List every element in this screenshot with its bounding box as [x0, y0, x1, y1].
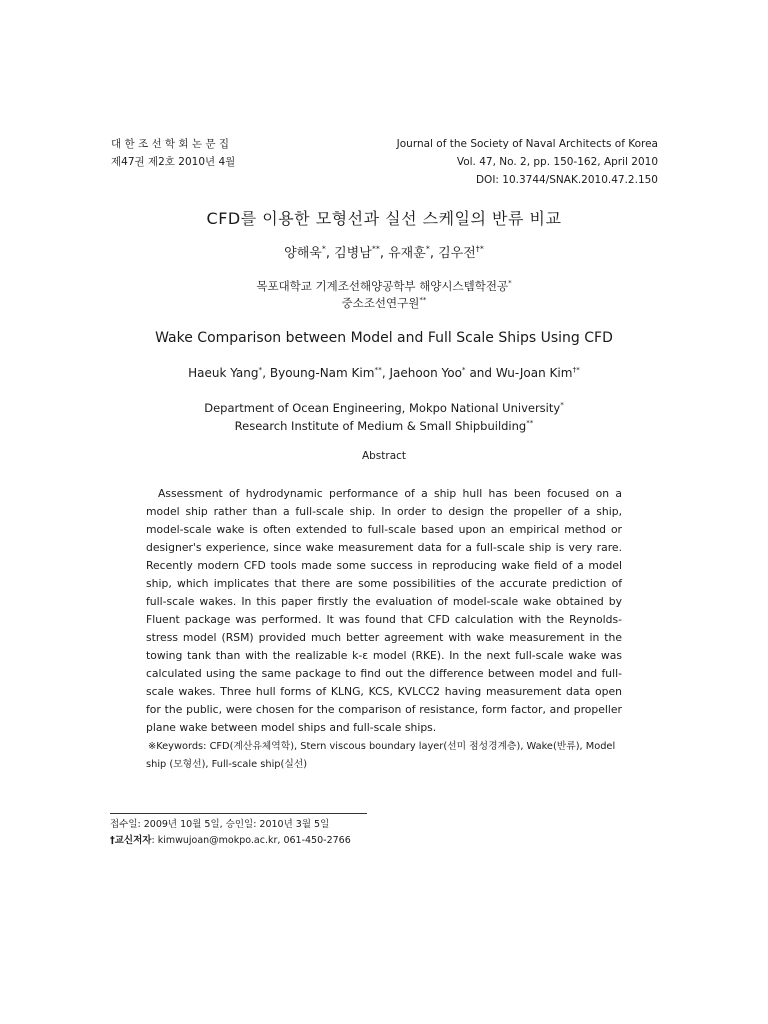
author-mark: †* [572, 365, 580, 374]
author-list-korean: 양해욱*, 김병남**, 유재훈*, 김우전†* [284, 244, 484, 261]
author-mark: ** [374, 365, 382, 374]
author-name: Haeuk Yang [188, 366, 259, 380]
affiliation-line: Department of Ocean Engineering, Mokpo National University* [204, 400, 564, 415]
author-mark: †* [475, 244, 484, 254]
journal-name-korean: 대 한 조 선 학 회 논 문 집 [111, 138, 229, 150]
abstract-heading: Abstract [361, 450, 407, 462]
journal-header-korean [111, 135, 235, 171]
author-mark: * [425, 244, 430, 254]
abstract-body: Assessment of hydrodynamic performance of a ship hull has been focused on a model ship rather than a full-scale ship. In order to design the propeller of a ship, model-scale wake is often extended to full-scale based upon an empirical method or designer's experience, since wake measurement data for a full-scale ship is very rare. Recently modern CFD tools made some success in reproducing wake field of a model ship, which implicates that there are some possibilities of the accurate prediction of full-scale wakes. In this paper firstly the evaluation of model-scale wake obtained by Fluent package was performed. It was found that CFD calculation with the Reynolds-stress model (RSM) provided much better agreement with wake measurement in the towing tank than with the realizable k-ε model (RKE). In the next full-scale wake was calculated using the same package to find out the difference between model and full-scale wakes. Three hull forms of KLNG, KCS, KVLCC2 having measurement data open for the public, were chosen for the comparison of resistance, form factor, and propeller plane wake between model ships and full-scale ships. [146, 487, 622, 734]
author-mark: * [258, 365, 263, 374]
footnotes [110, 817, 351, 849]
journal-header-english [397, 135, 658, 189]
paper-title-english: Wake Comparison between Model and Full Scale Ships Using CFD [155, 330, 613, 346]
author-name: 양해욱 [284, 246, 322, 261]
affiliations-korean [0, 278, 768, 312]
corresponding-label: †교신저자 [110, 835, 152, 846]
affiliations-english [0, 399, 768, 435]
footnote-divider [110, 813, 367, 814]
volume-info-korean: 제47권 제2호 2010년 4월 [111, 156, 236, 168]
doi: DOI: 10.3744/SNAK.2010.47.2.150 [475, 174, 658, 186]
author-mark: * [321, 244, 326, 254]
author-name: 유재훈 [388, 246, 426, 261]
author-mark: * [461, 365, 466, 374]
corresponding-author [110, 833, 351, 849]
author-list-english: Haeuk Yang*, Byoung-Nam Kim**, Jaehoon Yoo* and Wu-Joan Kim†* [188, 365, 580, 380]
affiliation-line: 중소조선연구원** [341, 295, 427, 310]
corresponding-contact: : kimwujoan@mokpo.ac.kr, 061-450-2766 [151, 835, 351, 846]
journal-name-english: Journal of the Society of Naval Architects of Korea [396, 138, 658, 150]
author-name: Wu-Joan Kim [495, 366, 573, 380]
keywords: ※Keywords: CFD(계산유체역학), Stern viscous boundary layer(선미 점성경계층), Wake(반류), Model ship (모형선), Full-scale ship(실선) [146, 741, 616, 770]
author-name: Jaehoon Yoo [389, 366, 462, 380]
affiliation-line: 목포대학교 기계조선해양공학부 해양시스템학전공* [256, 278, 512, 293]
paper-title-korean: CFD를 이용한 모형선과 실선 스케일의 반류 비교 [206, 209, 562, 228]
author-name: 김병남 [334, 246, 372, 261]
author-mark: ** [371, 244, 380, 254]
author-name: 김우전 [438, 246, 476, 261]
author-name: Byoung-Nam Kim [269, 366, 375, 380]
affiliation-line: Research Institute of Medium & Small Shipbuilding** [234, 418, 534, 433]
volume-info-english: Vol. 47, No. 2, pp. 150-162, April 2010 [456, 156, 658, 168]
received-date: 접수일: 2009년 10월 5일, 승인일: 2010년 3월 5일 [110, 819, 330, 830]
